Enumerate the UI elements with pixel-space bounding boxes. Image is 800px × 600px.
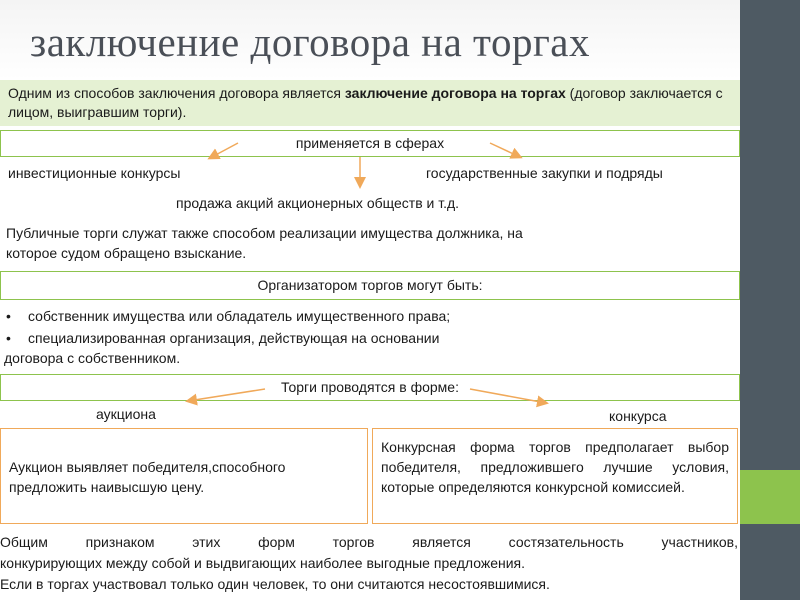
- organizer-item-specialized-cont: договора с собственником.: [4, 350, 181, 366]
- bullet-icon: •: [6, 308, 11, 324]
- footer-line3: Если в торгах участвовал только один человек, то они считаются несостоявшимися.: [0, 576, 550, 592]
- intro-text-before: Одним из способов заключения договора является: [8, 85, 345, 101]
- page-title: заключение договора на торгах: [30, 19, 590, 65]
- organizer-item-specialized-text: специализированная организация, действующая на основании: [28, 330, 440, 346]
- intro-text-after: (договор заключается с лицом, выигравшим торги).: [8, 85, 723, 120]
- sphere-state-procurement: государственные закупки и подряды: [426, 165, 663, 181]
- bullet-icon: •: [6, 330, 11, 346]
- organizer-item-owner: [6, 306, 450, 326]
- forms-heading: Торги проводятся в форме:: [0, 374, 740, 401]
- spheres-heading: применяется в сферах: [0, 130, 740, 157]
- sphere-share-sales: продажа акций акционерных обществ и т.д.: [176, 195, 460, 211]
- form-auction-label: аукциона: [96, 406, 156, 422]
- footer-line1: Общим признаком этих форм торгов является состязательность участников,: [0, 534, 738, 550]
- organizer-item-specialized: [6, 328, 439, 348]
- footer-text: [0, 532, 738, 595]
- public-auctions-line2: которое судом обращено взыскание.: [6, 245, 247, 261]
- public-auctions-line1: Публичные торги служат также способом реализации имущества должника, на: [6, 225, 523, 241]
- sidebar-accent: [740, 470, 800, 524]
- contest-description: Конкурсная форма торгов предполагает выбор победителя, предложившего лучшие условия, которые определяются конкурсной комиссией.: [381, 439, 729, 495]
- contest-description-box: [372, 428, 738, 524]
- intro-text-bold: заключение договора на торгах: [344, 85, 566, 101]
- intro-text: [8, 84, 738, 122]
- auction-description: Аукцион выявляет победителя,способного предложить наивысшую цену.: [9, 459, 286, 495]
- organizer-item-owner-text: собственник имущества или обладатель имущественного права;: [28, 308, 451, 324]
- form-contest-label: конкурса: [609, 408, 667, 424]
- auction-description-box: [0, 428, 368, 524]
- organizer-heading: Организатором торгов могут быть:: [0, 271, 740, 300]
- footer-line2: конкурирующих между собой и выдвигающих наиболее выгодные предложения.: [0, 555, 525, 571]
- sphere-investment-contests: инвестиционные конкурсы: [8, 165, 181, 181]
